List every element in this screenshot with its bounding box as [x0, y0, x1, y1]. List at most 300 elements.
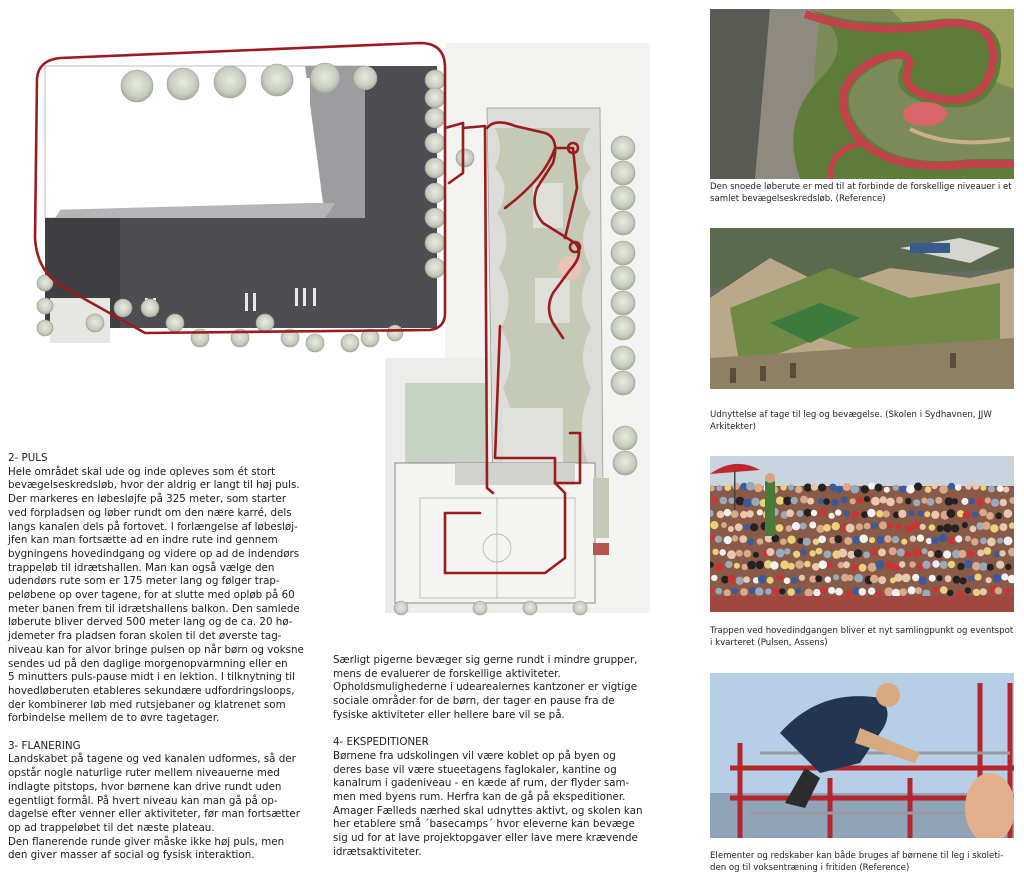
- crowd-person: [838, 549, 847, 558]
- crowd-person: [797, 510, 804, 517]
- caption-photo3: [710, 625, 1016, 649]
- heading-flanering: 3- FLANERING: [8, 739, 81, 752]
- crowd-person: [982, 522, 990, 530]
- crowd-person: [943, 550, 951, 558]
- crowd-person: [980, 538, 987, 545]
- crowd-person: [878, 576, 886, 584]
- crowd-person: [847, 575, 853, 581]
- crowd-person: [804, 509, 812, 517]
- crowd-person: [908, 586, 916, 594]
- crowd-person: [886, 498, 895, 507]
- crowd-person: [717, 511, 725, 519]
- crowd-person: [712, 497, 718, 503]
- crowd-person: [792, 522, 800, 530]
- caption-line: Udnyttelse af tage til leg og bevægelse. (Skolen i Sydhavnen, JJW: [710, 410, 992, 420]
- crowd-person: [913, 548, 922, 557]
- crowd-person: [1000, 499, 1007, 506]
- text-line: udendørs rute som er 175 meter lang og følger trap-: [8, 575, 280, 588]
- crowd-person: [915, 587, 922, 594]
- caption-line: samlet bevægelseskredsløb. (Reference): [710, 194, 886, 204]
- tree-icon: [394, 601, 408, 615]
- crowd-person: [747, 538, 754, 545]
- crowd-person: [724, 589, 731, 596]
- crowd-person: [1004, 509, 1013, 518]
- crowd-person: [952, 498, 958, 504]
- crowd-person: [887, 523, 893, 529]
- crowd-person: [728, 526, 734, 532]
- crowd-person: [1003, 486, 1009, 492]
- crowd-person: [776, 497, 784, 505]
- crowd-person: [953, 576, 961, 584]
- crowd-person: [724, 536, 732, 544]
- text-line: niveau kan for alvor bringe pulsen op når børn og voksne: [8, 643, 304, 656]
- crowd-person: [780, 560, 789, 569]
- crowd-person: [776, 549, 785, 558]
- crowd-person: [939, 485, 948, 494]
- crowd-person: [788, 484, 794, 490]
- tree-icon: [37, 298, 53, 314]
- crowd-person: [716, 485, 722, 491]
- text-line: langs kanalen dels på fortovet. I forlængelse af løbesløj-: [8, 520, 298, 533]
- tree-icon: [473, 601, 487, 615]
- text-line: meter banen frem til idrætshallens balkon. Den samlede: [8, 602, 300, 615]
- crowd-person: [964, 560, 972, 568]
- crowd-person: [749, 587, 756, 594]
- crowd-person: [776, 574, 783, 581]
- crowd-person: [875, 484, 883, 492]
- crowd-person: [993, 574, 1002, 583]
- ekspeditioner-body: [333, 750, 653, 860]
- crowd-person: [871, 522, 878, 529]
- crowd-person: [724, 509, 731, 516]
- crowd-person: [758, 575, 767, 584]
- text-line: Landskabet på tagene og ved kanalen udformes, så der: [8, 753, 296, 766]
- tree-icon: [425, 233, 445, 253]
- caption-line: den og til voksentræning i fritiden (Reference): [710, 863, 910, 873]
- crowd-person: [987, 564, 994, 571]
- crowd-person: [987, 538, 996, 547]
- text-line: idrætsaktiviteter.: [333, 845, 422, 858]
- crowd-person: [719, 549, 726, 556]
- crowd-person: [815, 575, 822, 582]
- crowd-person: [827, 562, 833, 568]
- crowd-person: [879, 521, 887, 529]
- text-line: Børnene fra udskolingen vil være koblet op på byen og: [333, 749, 616, 762]
- crowd-person: [721, 522, 727, 528]
- crowd-person: [734, 563, 740, 569]
- tree-icon: [613, 426, 637, 450]
- crowd-person: [835, 588, 843, 596]
- crowd-person: [710, 521, 718, 529]
- heading-puls: 2- PULS: [8, 452, 48, 464]
- text-line: løberute bliver derved 500 meter lang og de ca. 20 hø-: [8, 616, 293, 629]
- crowd-person: [843, 483, 851, 491]
- crowd-person: [1004, 537, 1013, 546]
- crowd-person: [931, 483, 937, 489]
- crowd-person: [928, 551, 934, 557]
- caption-photo1: [710, 181, 1016, 205]
- crowd-person: [800, 523, 807, 530]
- crowd-person: [965, 483, 971, 489]
- tree-icon: [425, 208, 445, 228]
- crowd-person: [899, 588, 907, 596]
- text-line: ved forpladsen og løber rundt om den nære karré, dels: [8, 506, 292, 519]
- crowd-person: [868, 563, 877, 572]
- crowd-person: [712, 549, 718, 555]
- text-line: 5 minutters puls-pause midt i en lektion. I tilknytning til: [8, 671, 296, 684]
- crowd-person: [991, 499, 999, 507]
- crowd-person: [963, 511, 971, 519]
- tree-icon: [166, 314, 184, 332]
- crowd-person: [894, 574, 902, 582]
- text-line: peløbene op over tagene, for at slutte med opløb på 60: [8, 589, 295, 602]
- crowd-person: [945, 575, 952, 582]
- crowd-person: [724, 484, 731, 491]
- crowd-person: [892, 536, 899, 543]
- rooftop-school-photo: [710, 228, 1014, 389]
- crowd-person: [791, 497, 798, 504]
- crowd-person: [943, 524, 952, 533]
- crowd-person: [854, 574, 863, 583]
- crowd-person: [999, 523, 1007, 531]
- crowd-person: [929, 524, 936, 531]
- crowd-person: [757, 509, 763, 515]
- crowd-person: [967, 550, 975, 558]
- crowd-person: [804, 561, 811, 568]
- crowd-person: [743, 499, 752, 508]
- tree-icon: [425, 133, 445, 153]
- crowd-person: [747, 561, 756, 570]
- crowd-person: [852, 536, 860, 544]
- crowd-person: [795, 560, 804, 569]
- sports-court: [405, 383, 485, 463]
- crowd-person: [859, 534, 868, 543]
- tree-icon: [611, 371, 635, 395]
- crowd-person: [834, 535, 842, 543]
- crowd-person: [732, 483, 739, 490]
- crowd-person: [884, 535, 891, 542]
- crowd-person: [800, 549, 807, 556]
- text-line: trappeløb til idrætshallen. Man kan også vælge den: [8, 561, 275, 574]
- text-line: forbindelse mellem de to øvre tagetager.: [8, 712, 220, 725]
- crowd-person: [939, 534, 947, 542]
- tree-icon: [611, 241, 635, 265]
- crowd-person: [751, 498, 759, 506]
- crowd-person: [983, 547, 991, 555]
- crowd-person: [948, 561, 955, 568]
- tree-icon: [387, 325, 403, 341]
- text-line: her etablere små ´basecamps´ hvor eleverne kan bevæge: [333, 818, 635, 831]
- climbing-frame-photo: [710, 673, 1014, 838]
- crowd-person: [986, 577, 992, 583]
- tree-icon: [214, 66, 246, 98]
- crowd-person: [844, 537, 852, 545]
- crowd-person: [818, 536, 826, 544]
- crowd-person: [811, 483, 818, 490]
- crowd-person: [825, 576, 831, 582]
- crowd-person: [921, 498, 927, 504]
- tree-icon: [37, 320, 53, 336]
- crowd-person: [955, 535, 962, 542]
- crowd-person: [934, 550, 942, 558]
- text-line: mens de evaluerer de forskellige aktiviteter.: [333, 667, 561, 680]
- crowd-person: [926, 538, 932, 544]
- crowd-person: [786, 509, 794, 517]
- text-line: sendes ud på den daglige morgenopvarmning eller en: [8, 657, 288, 670]
- crowd-person: [746, 510, 753, 517]
- crowd-person: [780, 538, 787, 545]
- text-line: Opholdsmulighederne i udearealernes kantzoner er vigtige: [333, 681, 638, 694]
- tree-icon: [353, 66, 377, 90]
- text-line: Der markeres en løbesløjfe på 325 meter, som starter: [8, 493, 287, 506]
- crowd-person: [867, 509, 875, 517]
- crowd-person: [902, 574, 911, 583]
- caption-photo2: [710, 409, 1016, 433]
- crowd-person: [979, 509, 987, 517]
- crowd-person: [985, 497, 991, 503]
- crowd-person: [856, 523, 863, 530]
- crowd-person: [732, 535, 738, 541]
- crowd-person: [877, 535, 885, 543]
- tree-icon: [114, 299, 132, 317]
- crowd-person: [871, 549, 877, 555]
- crowd-person: [977, 549, 984, 556]
- crowd-person: [927, 498, 935, 506]
- crowd-person: [843, 561, 850, 568]
- crowd-person: [932, 587, 938, 593]
- crowd-person: [913, 499, 920, 506]
- crowd-person: [997, 485, 1004, 492]
- crowd-person: [854, 549, 862, 557]
- crowd-person: [833, 574, 839, 580]
- tree-icon: [611, 211, 635, 235]
- crowd-person: [736, 497, 745, 506]
- crowd-person: [935, 497, 942, 504]
- crowd-person: [875, 590, 881, 596]
- crowd-person: [731, 510, 739, 518]
- text-line: Særligt pigerne bevæger sig gerne rundt i mindre grupper,: [333, 654, 638, 666]
- tree-icon: [611, 316, 635, 340]
- text-line: jdemeter fra pladsen foran skolen til det øverste tag-: [8, 630, 282, 643]
- crowd-person: [947, 590, 953, 596]
- crowd-person: [999, 550, 1005, 556]
- crowd-person: [727, 550, 736, 559]
- caption-line: Den snoede løberute er med til at forbinde de forskellige niveauer i et: [710, 182, 1012, 192]
- crowd-person: [909, 561, 915, 567]
- crowd-person: [955, 484, 962, 491]
- text-line: egentligt formål. På hvert niveau kan man gå på op-: [8, 794, 278, 807]
- crowd-person: [973, 589, 980, 596]
- tree-icon: [425, 183, 445, 203]
- crowd-person: [843, 510, 849, 516]
- crowd-person: [1005, 564, 1011, 570]
- text-line: indlagte pitstops, hvor børnene kan drive rundt uden: [8, 780, 282, 793]
- crowd-person: [905, 525, 912, 532]
- crowd-person: [816, 548, 823, 555]
- crowd-person: [784, 577, 791, 584]
- crowd-person: [841, 496, 848, 503]
- tree-icon: [425, 88, 445, 108]
- crowd-person: [829, 513, 835, 519]
- tree-icon: [86, 314, 104, 332]
- text-line: hovedløberuten etableres sekundære udfordringsloops,: [8, 684, 295, 697]
- crowd-person: [791, 577, 798, 584]
- crowd-person: [786, 525, 793, 532]
- crowd-person: [750, 523, 758, 531]
- crowd-person: [1004, 587, 1011, 594]
- crowd-person: [728, 498, 734, 504]
- tree-icon: [306, 334, 324, 352]
- crowd-person: [904, 551, 911, 558]
- tree-icon: [613, 451, 637, 475]
- crowd-person: [922, 548, 928, 554]
- crowd-person: [920, 524, 926, 530]
- tree-icon: [611, 266, 635, 290]
- crowd-person: [931, 537, 939, 545]
- text-line: Den flanerende runde giver måske ikke høj puls, men: [8, 835, 285, 848]
- crowd-person: [974, 574, 981, 581]
- crowd-person: [851, 485, 860, 494]
- crowd-person: [725, 561, 732, 568]
- crowd-person: [793, 551, 800, 558]
- crowd-person: [919, 577, 927, 585]
- crowd-person: [728, 575, 737, 584]
- crowd-person: [947, 509, 956, 518]
- tree-icon: [611, 136, 635, 160]
- crowd-person: [896, 524, 902, 530]
- tree-icon: [167, 68, 199, 100]
- crowd-person: [868, 483, 875, 490]
- crowd-person: [994, 551, 1000, 557]
- tree-icon: [456, 149, 474, 167]
- crowd-person: [829, 484, 836, 491]
- caption-photo4: [710, 850, 1016, 874]
- crowd-person: [851, 512, 858, 519]
- text-line: bevægelseskredsløb, hvor der aldrig er langt til høj puls.: [8, 479, 300, 492]
- crowd-person: [720, 497, 728, 505]
- tree-icon: [611, 291, 635, 315]
- crowd-person: [914, 483, 922, 491]
- crowd-person: [811, 510, 817, 516]
- crowd-person: [742, 564, 748, 570]
- crowd-person: [898, 510, 906, 518]
- crowd-person: [795, 588, 801, 594]
- flanering-body: [8, 753, 313, 863]
- crowd-person: [783, 497, 792, 506]
- crowd-person: [970, 526, 977, 533]
- crowd-person: [823, 524, 831, 532]
- crowd-person: [818, 498, 824, 504]
- crowd-person: [871, 497, 880, 506]
- crowd-person: [972, 511, 978, 517]
- crowd-person: [977, 498, 985, 506]
- crowd-person: [740, 588, 748, 596]
- tree-icon: [256, 314, 274, 332]
- crowd-person: [744, 550, 752, 558]
- crowd-person: [753, 552, 759, 558]
- crowd-person: [936, 575, 942, 581]
- tree-icon: [425, 258, 445, 278]
- crowd-person: [743, 576, 750, 583]
- text-line: men med byens rum. Herfra kan de gå på ekspeditioner.: [333, 791, 626, 804]
- tree-icon: [523, 601, 537, 615]
- crowd-person: [924, 511, 930, 517]
- crowd-person: [980, 485, 986, 491]
- crowd-person: [965, 536, 971, 542]
- crowd-person: [925, 486, 932, 493]
- tree-icon: [425, 108, 445, 128]
- crowd-person: [897, 548, 905, 556]
- crowd-person: [958, 550, 966, 558]
- crowd-person: [856, 496, 863, 503]
- crowd-person: [835, 509, 841, 515]
- text-column-left: [8, 452, 313, 863]
- crowd-person: [979, 562, 987, 570]
- crowd-person: [1001, 573, 1008, 580]
- crowd-person: [892, 563, 899, 570]
- caption-line: Arkitekter): [710, 422, 756, 432]
- crowd-person: [875, 560, 884, 569]
- crowd-person: [823, 498, 830, 505]
- crowd-person: [948, 483, 955, 490]
- crowd-person: [803, 538, 811, 546]
- crowd-person: [715, 563, 723, 571]
- text-line: sig ud for at lave projektopgaver eller lave mere krævende: [333, 832, 638, 845]
- crowd-person: [910, 536, 916, 542]
- crowd-person: [995, 512, 1002, 519]
- crowd-person: [893, 485, 899, 491]
- crowd-person: [732, 588, 738, 594]
- crowd-person: [917, 534, 924, 541]
- crowd-person: [932, 560, 939, 567]
- text-line: kanalrum i gadeniveau - en kæde af rum, der flyder sam-: [333, 777, 630, 790]
- crowd-person: [757, 538, 764, 545]
- crowd-person: [859, 564, 867, 572]
- tree-icon: [611, 346, 635, 370]
- crowd-person: [850, 498, 856, 504]
- text-line: Hele området skal ude og inde opleves som ét stort: [8, 465, 276, 478]
- crowd-person: [947, 536, 955, 544]
- crowd-person: [818, 484, 826, 492]
- crowd-person: [765, 588, 771, 594]
- text-line: den giver masser af social og fysisk interaktion.: [8, 849, 255, 862]
- crowd-person: [805, 589, 813, 597]
- crowd-person: [836, 486, 843, 493]
- crowd-person: [800, 496, 808, 504]
- crowd-person: [787, 588, 795, 596]
- crowd-person: [988, 486, 995, 493]
- text-line: opstår nogle naturlige ruter mellem niveauerne med: [8, 767, 280, 780]
- text-line: sociale områder for de børn, der tager en pause fra de: [333, 695, 615, 708]
- crowd-person: [819, 509, 826, 516]
- crowd-person: [736, 577, 744, 585]
- text-line: dagelse efter venner eller aktiviteter, før man fortsætter: [8, 808, 300, 821]
- tree-icon: [425, 70, 445, 90]
- text-line: bygningens hovedindgang og videre op ad de indendørs: [8, 547, 300, 560]
- crowd-person: [756, 561, 764, 569]
- crowd-person: [784, 548, 790, 554]
- crowd-person: [962, 522, 968, 528]
- crowd-person: [883, 510, 890, 517]
- tree-icon: [121, 70, 153, 102]
- crowd-person: [969, 498, 975, 504]
- main-building: [45, 66, 437, 328]
- tree-icon: [611, 161, 635, 185]
- crowd-person: [965, 587, 971, 593]
- crowd-person: [957, 563, 964, 570]
- puls-body: [8, 466, 313, 726]
- crowd-person: [971, 538, 978, 545]
